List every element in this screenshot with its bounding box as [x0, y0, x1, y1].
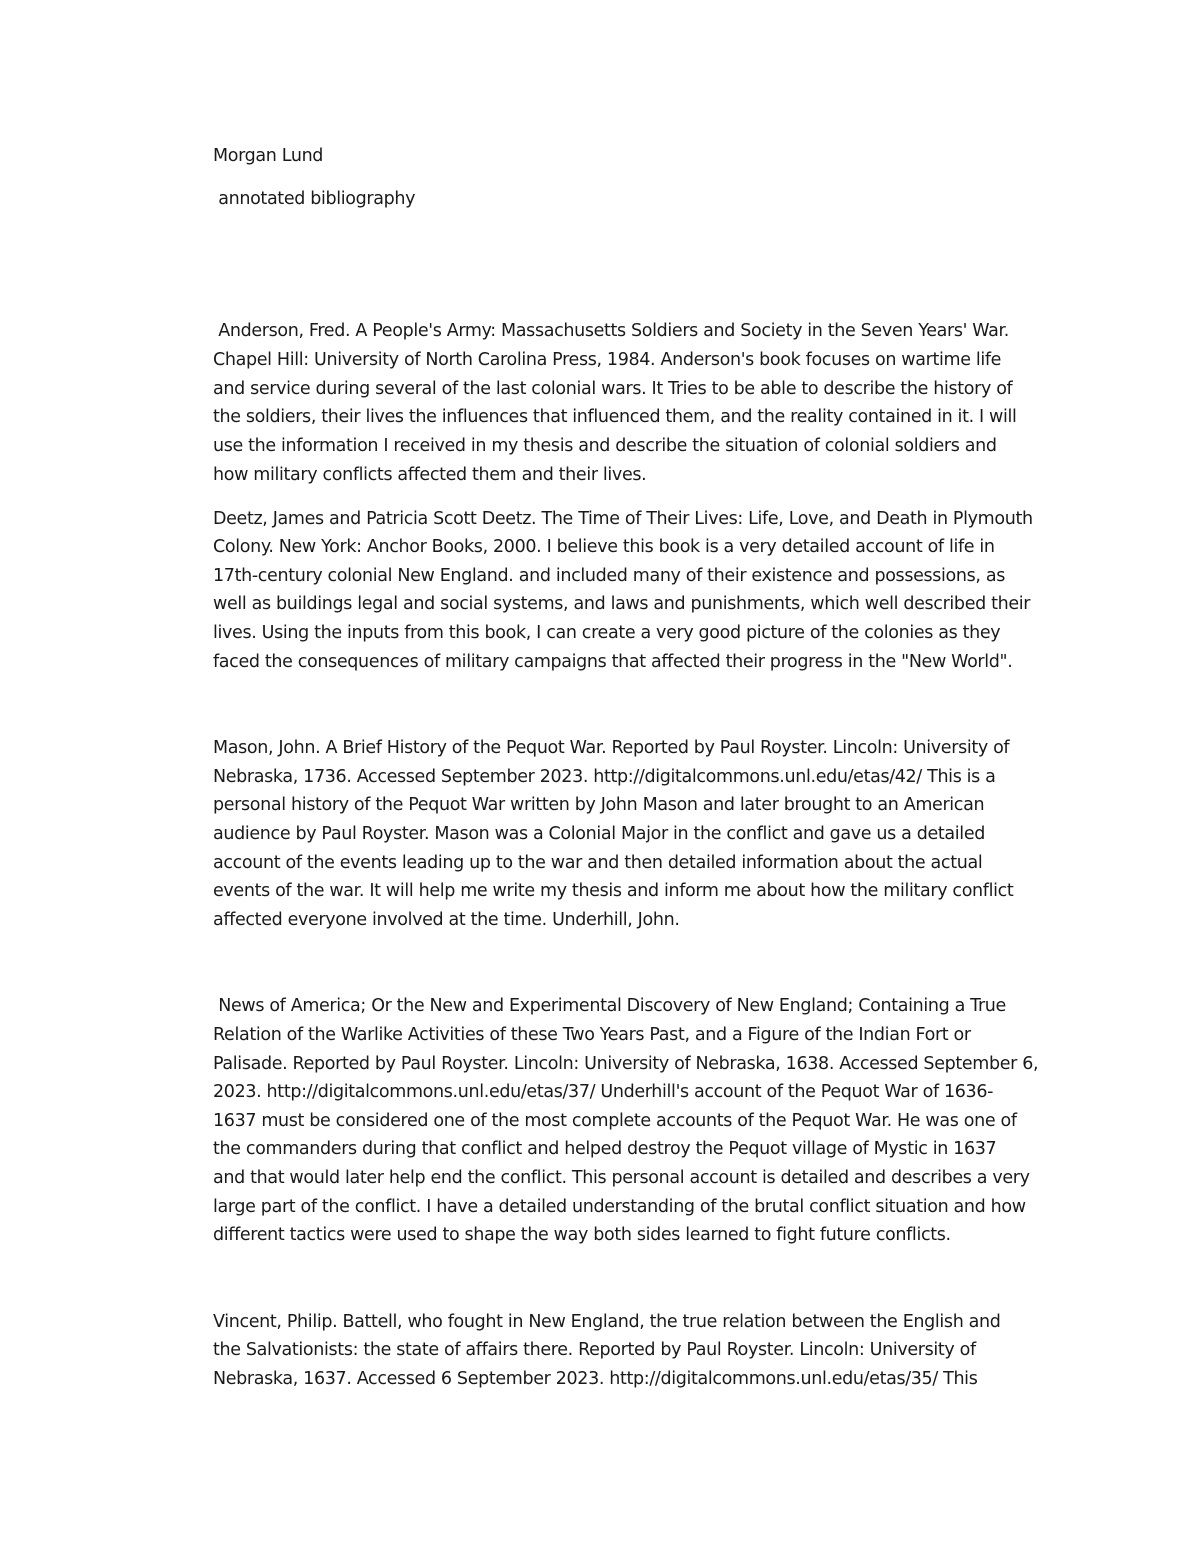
- entry-line: the soldiers, their lives the influences that influenced them, and the reality contained in it. I will: [213, 407, 1017, 427]
- author-name: Morgan Lund: [213, 146, 324, 166]
- entry-line: Colony. New York: Anchor Books, 2000. I believe this book is a very detailed account of life in: [213, 537, 995, 557]
- entry-line: the Salvationists: the state of affairs there. Reported by Paul Royster. Lincoln: University of: [213, 1340, 976, 1360]
- entry-line: 1637 must be considered one of the most complete accounts of the Pequot War. He was one of: [213, 1111, 1017, 1131]
- entry-line: different tactics were used to shape the way both sides learned to fight future conflicts.: [213, 1225, 951, 1245]
- entry-line: Vincent, Philip. Battell, who fought in New England, the true relation between the English and: [213, 1312, 1001, 1332]
- entry-line: account of the events leading up to the war and then detailed information about the actual: [213, 853, 983, 873]
- entry-line: Nebraska, 1637. Accessed 6 September 2023. http://digitalcommons.unl.edu/etas/35/ This: [213, 1369, 978, 1389]
- entry-line: large part of the conflict. I have a detailed understanding of the brutal conflict situation and how: [213, 1197, 1026, 1217]
- entry-line: and service during several of the last colonial wars. It Tries to be able to describe the history of: [213, 379, 1013, 399]
- entry-line: News of America; Or the New and Experimental Discovery of New England; Containing a True: [213, 996, 1006, 1016]
- entry-line: Chapel Hill: University of North Carolina Press, 1984. Anderson's book focuses on wartime life: [213, 350, 1002, 370]
- entry-line: audience by Paul Royster. Mason was a Colonial Major in the conflict and gave us a detailed: [213, 824, 985, 844]
- entry-line: 2023. http://digitalcommons.unl.edu/etas/37/ Underhill's account of the Pequot War of 1636-: [213, 1082, 994, 1102]
- entry-line: Nebraska, 1736. Accessed September 2023. http://digitalcommons.unl.edu/etas/42/ This is a: [213, 767, 996, 787]
- entry-line: use the information I received in my thesis and describe the situation of colonial soldiers and: [213, 436, 997, 456]
- entry-line: Anderson, Fred. A People's Army: Massachusetts Soldiers and Society in the Seven Years' War.: [213, 321, 1009, 341]
- entry-line: Deetz, James and Patricia Scott Deetz. The Time of Their Lives: Life, Love, and Death in Plymouth: [213, 509, 1033, 529]
- entry-line: lives. Using the inputs from this book, I can create a very good picture of the colonies as they: [213, 623, 1001, 643]
- entry-line: Relation of the Warlike Activities of these Two Years Past, and a Figure of the Indian Fort or: [213, 1025, 971, 1045]
- entry-line: and that would later help end the conflict. This personal account is detailed and describes a very: [213, 1168, 1030, 1188]
- entry-line: well as buildings legal and social systems, and laws and punishments, which well described their: [213, 594, 1031, 614]
- entry-line: Palisade. Reported by Paul Royster. Lincoln: University of Nebraska, 1638. Accessed September 6,: [213, 1054, 1039, 1074]
- entry-line: faced the consequences of military campaigns that affected their progress in the "New World".: [213, 652, 1013, 672]
- entry-line: how military conflicts affected them and their lives.: [213, 465, 647, 485]
- entry-line: the commanders during that conflict and helped destroy the Pequot village of Mystic in 1637: [213, 1139, 997, 1159]
- entry-line: affected everyone involved at the time. Underhill, John.: [213, 910, 680, 930]
- entry-line: Mason, John. A Brief History of the Pequot War. Reported by Paul Royster. Lincoln: University of: [213, 738, 1010, 758]
- entry-line: personal history of the Pequot War written by John Mason and later brought to an American: [213, 795, 985, 815]
- entry-line: 17th-century colonial New England. and included many of their existence and possessions, as: [213, 566, 1005, 586]
- entry-line: events of the war. It will help me write my thesis and inform me about how the military conflict: [213, 881, 1014, 901]
- document-title: annotated bibliography: [213, 189, 416, 209]
